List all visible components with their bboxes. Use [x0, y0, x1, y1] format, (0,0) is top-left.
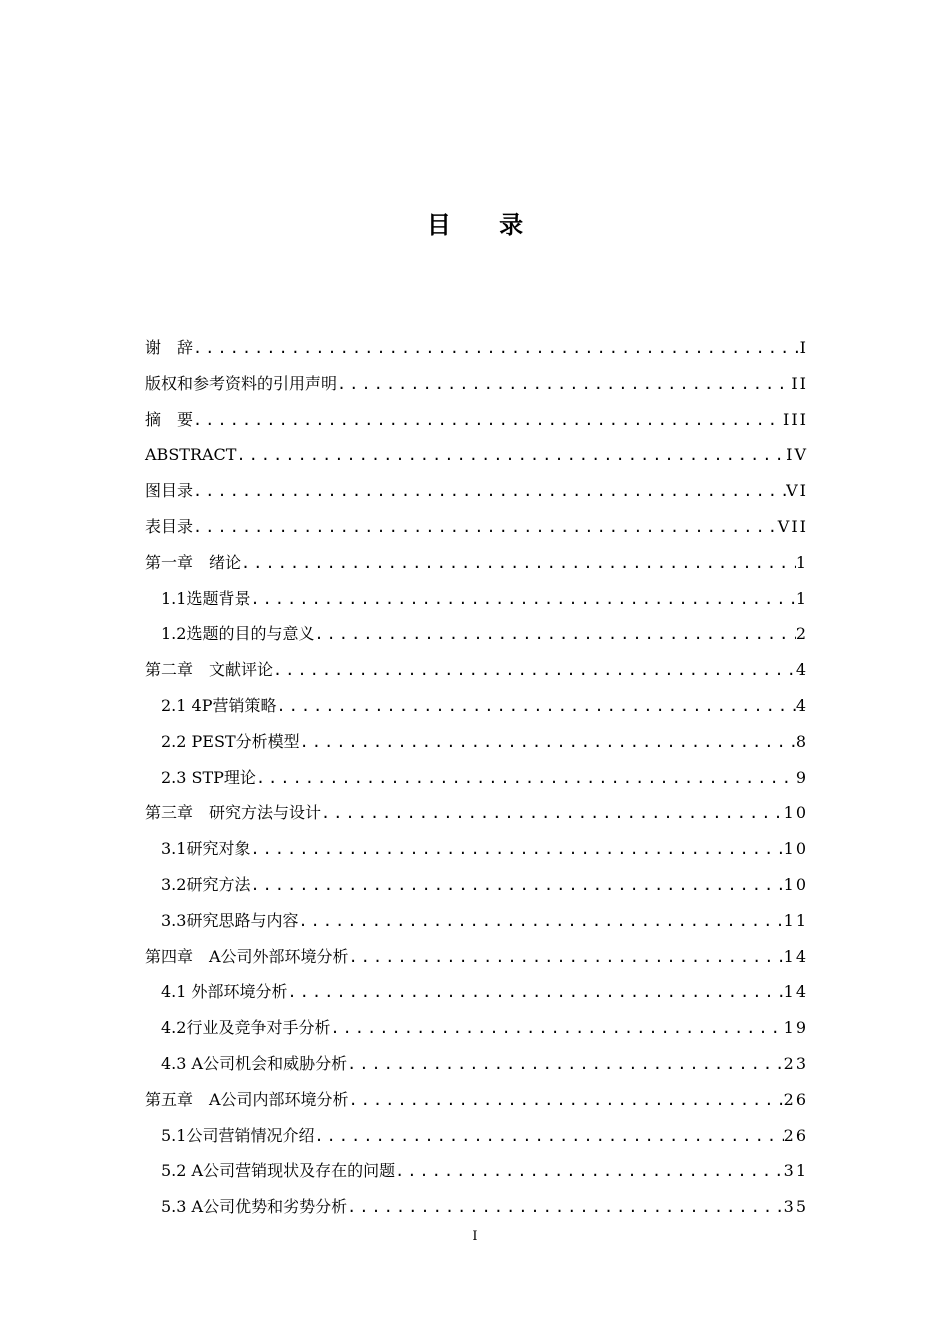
toc-leader-dots [349, 940, 784, 976]
toc-leader-dots [241, 546, 796, 582]
toc-entry[interactable] [145, 1082, 806, 1118]
toc-entry[interactable] [145, 760, 806, 796]
toc-entry-page: 8 [795, 731, 808, 751]
toc-entry[interactable] [145, 330, 806, 366]
toc-entry-label: 4.2行业及竞争对手分析 [161, 1018, 331, 1038]
toc-entry-page: VI [786, 481, 808, 501]
toc-entry-label: 3.3研究思路与内容 [161, 910, 299, 930]
toc-entry[interactable] [145, 545, 806, 581]
toc-leader-dots [298, 904, 783, 940]
toc-entry-label: 1.2选题的目的与意义 [161, 624, 315, 644]
toc-entry[interactable] [145, 437, 806, 473]
toc-entry-page: 4 [795, 660, 808, 680]
toc-entry-page: I [799, 338, 808, 357]
toc-entry-label: 2.2 PEST分析模型 [161, 731, 300, 751]
toc-leader-dots [250, 832, 783, 868]
toc-leader-dots [300, 725, 796, 761]
toc-entry[interactable] [145, 867, 806, 903]
toc-leader-dots [347, 1047, 784, 1083]
toc-entry[interactable] [145, 795, 806, 831]
toc-entry[interactable] [145, 974, 806, 1010]
toc-leader-dots [395, 1154, 784, 1190]
toc-entry[interactable] [145, 903, 806, 939]
toc-leader-dots [193, 474, 786, 510]
toc-entry-label: 4.1 外部环境分析 [161, 982, 288, 1002]
toc-entry[interactable] [145, 366, 806, 402]
toc-leader-dots [337, 367, 791, 403]
toc-entry-page: 35 [783, 1197, 808, 1217]
toc-leader-dots [193, 403, 783, 439]
toc-entry[interactable] [145, 724, 806, 760]
toc-leader-dots [288, 975, 784, 1011]
toc-entry-page: 26 [783, 1089, 808, 1109]
toc-entry-label: 第五章 A公司内部环境分析 [145, 1089, 349, 1109]
toc-entry-label: 2.3 STP理论 [161, 767, 256, 787]
toc-entry-label: 3.2研究方法 [161, 874, 251, 894]
toc-entry-page: 1 [795, 588, 808, 608]
toc-entry-page: 14 [783, 982, 808, 1002]
toc-entry-page: 19 [783, 1018, 808, 1038]
toc-leader-dots [193, 510, 778, 546]
toc-leader-dots [250, 582, 795, 618]
toc-entry-page: III [783, 409, 808, 429]
toc-entry[interactable] [145, 402, 806, 438]
toc-entry[interactable] [145, 616, 806, 652]
toc-entry[interactable] [145, 581, 806, 617]
toc-entry-label: 5.1公司营销情况介绍 [161, 1125, 315, 1145]
toc-entry[interactable] [145, 1046, 806, 1082]
toc-entry-label: 第三章 研究方法与设计 [145, 803, 322, 823]
toc-entry-page: 9 [795, 767, 808, 787]
toc-entry-label: 版权和参考资料的引用声明 [145, 373, 338, 393]
toc-leader-dots [236, 438, 786, 474]
toc-entry-page: II [791, 373, 808, 393]
toc-entry-page: IV [786, 445, 808, 465]
page-title: 目 录 [426, 211, 544, 239]
toc-entry[interactable] [145, 473, 806, 509]
toc-entry-label: 摘 要 [145, 409, 194, 429]
toc-entry[interactable] [145, 939, 806, 975]
toc-entry-label: 第一章 绪论 [145, 552, 242, 572]
toc-entry-label: 1.1选题背景 [161, 588, 251, 608]
toc-entry-label: 图目录 [145, 481, 194, 501]
toc-leader-dots [330, 1011, 783, 1047]
toc-leader-dots [193, 331, 800, 367]
toc-entry[interactable] [145, 1010, 806, 1046]
toc-entry-label: 3.1研究对象 [161, 839, 251, 859]
toc-entry-page: 1 [795, 552, 808, 572]
toc-leader-dots [347, 1190, 784, 1226]
toc-entry-label: 表目录 [145, 516, 194, 536]
toc-entry-page: 31 [783, 1161, 808, 1181]
toc-entry-label: 5.2 A公司营销现状及存在的问题 [161, 1161, 396, 1181]
toc-entry-page: VII [777, 516, 808, 536]
toc-entry-page: 10 [783, 803, 808, 823]
toc-entry-label: 谢 辞 [145, 338, 194, 357]
toc-entry[interactable] [145, 1189, 806, 1225]
toc-entry[interactable] [145, 652, 806, 688]
toc-leader-dots [314, 1119, 783, 1155]
toc-leader-dots [349, 1083, 784, 1119]
toc-entry[interactable] [145, 1153, 806, 1189]
toc-entry[interactable] [145, 509, 806, 545]
toc-leader-dots [276, 689, 795, 725]
toc-entry-label: 2.1 4P营销策略 [161, 695, 277, 715]
toc-leader-dots [250, 868, 783, 904]
toc-entry-page: 14 [783, 946, 808, 966]
footer-page-number: I [472, 1229, 478, 1244]
table-of-contents [145, 330, 806, 1225]
toc-entry-label: 第四章 A公司外部环境分析 [145, 946, 349, 966]
toc-entry-page: 26 [783, 1125, 808, 1145]
toc-entry-page: 11 [783, 910, 808, 930]
toc-entry-page: 4 [795, 695, 808, 715]
toc-entry-page: 23 [783, 1053, 808, 1073]
toc-entry-page: 10 [783, 839, 808, 859]
toc-entry-page: 2 [795, 624, 808, 644]
toc-leader-dots [273, 653, 796, 689]
toc-leader-dots [256, 761, 796, 797]
toc-entry-label: ABSTRACT [145, 445, 237, 465]
toc-entry[interactable] [145, 831, 806, 867]
toc-entry[interactable] [145, 1118, 806, 1154]
toc-entry[interactable] [145, 688, 806, 724]
toc-entry-label: 4.3 A公司机会和威胁分析 [161, 1053, 348, 1073]
toc-entry-page: 10 [783, 874, 808, 894]
toc-leader-dots [321, 796, 784, 832]
toc-entry-label: 第二章 文献评论 [145, 660, 274, 680]
toc-entry-label: 5.3 A公司优势和劣势分析 [161, 1197, 348, 1217]
toc-leader-dots [314, 617, 795, 653]
